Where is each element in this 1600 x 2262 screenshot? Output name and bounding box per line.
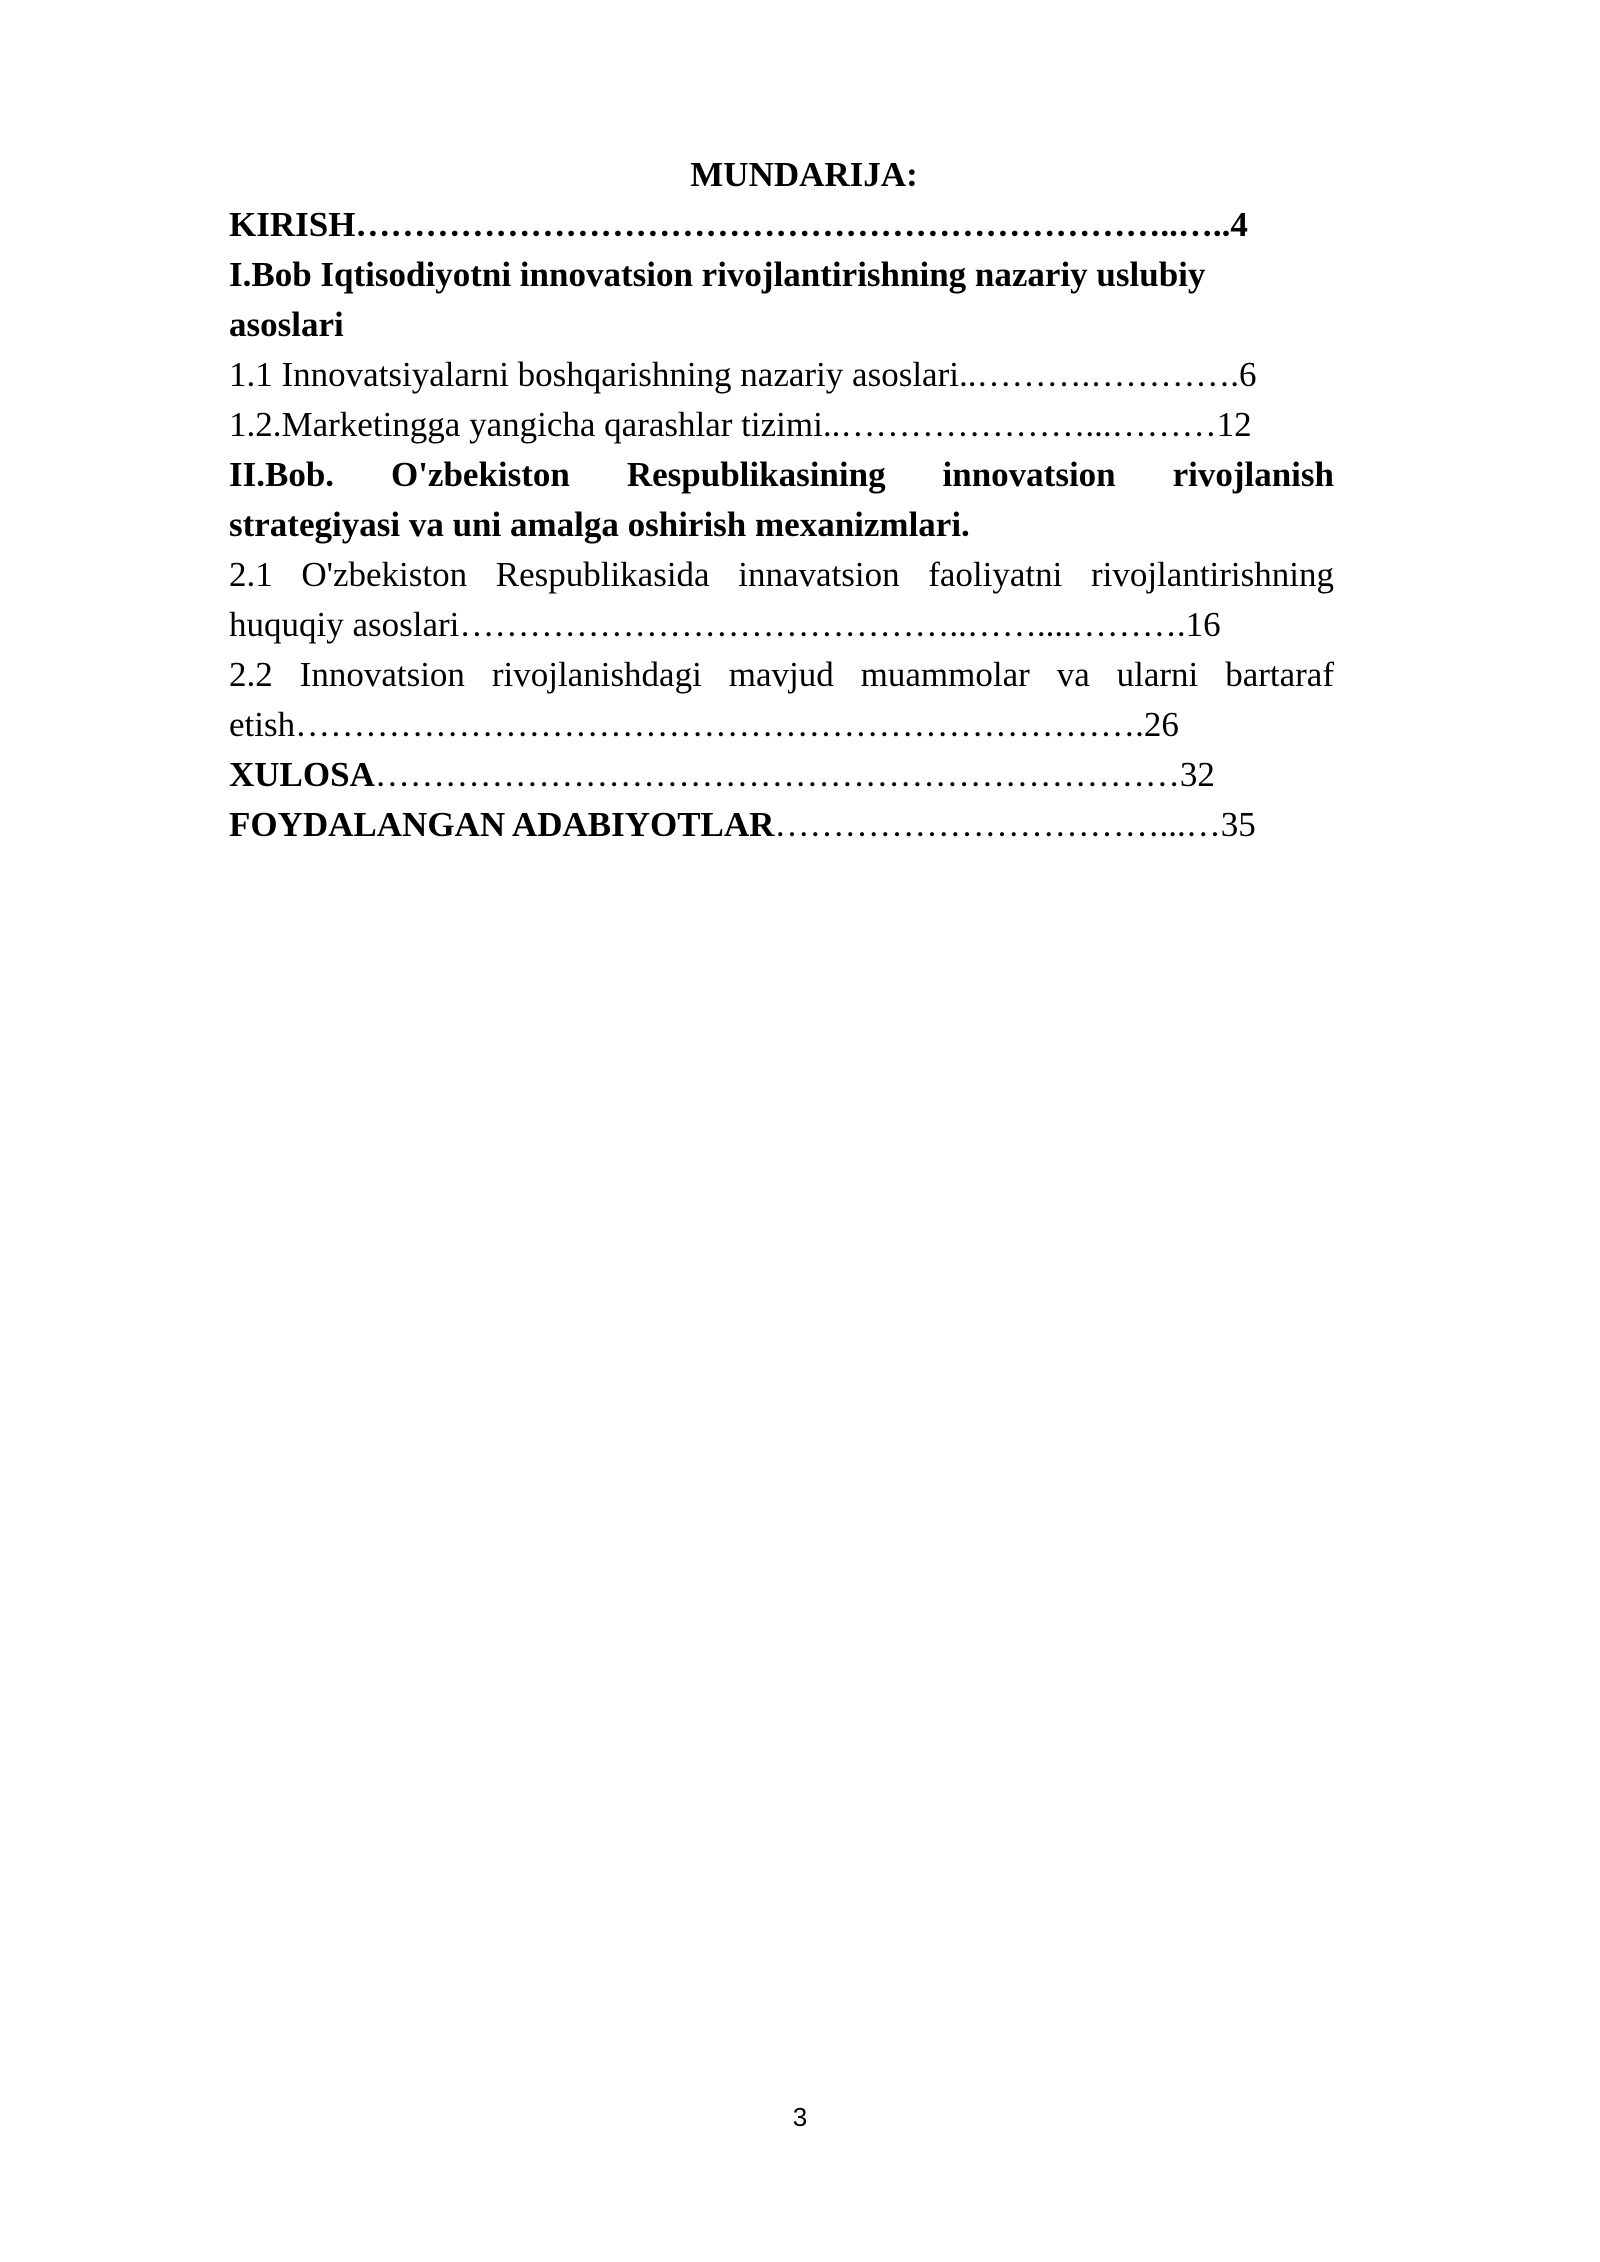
- table-of-contents: [229, 150, 1334, 850]
- toc-chapter-1-line-2: asoslari: [229, 305, 344, 344]
- toc-entry-section-2-2-line-1: 2.2 Innovatsion rivojlanishdagi mavjud muammolar va ularni bartaraf: [229, 655, 1334, 694]
- toc-entry-xulosa-leader: ……………………………………………………………32: [374, 755, 1215, 794]
- toc-entry-xulosa-label: XULOSA: [229, 755, 375, 794]
- toc-chapter-2-line-1: II.Bob. O'zbekiston Respublikasining innovatsion rivojlanish: [229, 455, 1334, 494]
- toc-entry-adabiyotlar-leader: ……………………………...…35: [774, 805, 1256, 844]
- toc-entry-section-1-1: 1.1 Innovatsiyalarni boshqarishning nazariy asoslari..……….………….6: [229, 355, 1257, 394]
- toc-entry-adabiyotlar-label: FOYDALANGAN ADABIYOTLAR: [229, 805, 775, 844]
- toc-chapter-1-line-1: I.Bob Iqtisodiyotni innovatsion rivojlantirishning nazariy uslubiy: [229, 255, 1206, 294]
- toc-entry-section-2-1-line-2: huquqiy asoslari……………………………………..……....……….16: [229, 605, 1221, 644]
- page-number: 3: [792, 2102, 808, 2132]
- toc-chapter-2-line-2: strategiyasi va uni amalga oshirish mexanizmlari.: [229, 505, 970, 544]
- toc-entry-adabiyotlar: [229, 800, 1327, 850]
- toc-entry-section-2-1-line-1: 2.1 O'zbekiston Respublikasida innavatsion faoliyatni rivojlantirishning: [229, 555, 1334, 594]
- toc-title: MUNDARIJA:: [690, 155, 918, 194]
- toc-entry-xulosa: [229, 750, 1327, 800]
- toc-entry-section-1-2: 1.2.Marketingga yangicha qarashlar tizimi..…………………...………12: [229, 405, 1252, 444]
- toc-entry-section-2-2-line-2: etish……………………………………………………………….26: [229, 705, 1179, 744]
- toc-entry-kirish: KIRISH……………………………………………………………..…..4: [229, 205, 1248, 244]
